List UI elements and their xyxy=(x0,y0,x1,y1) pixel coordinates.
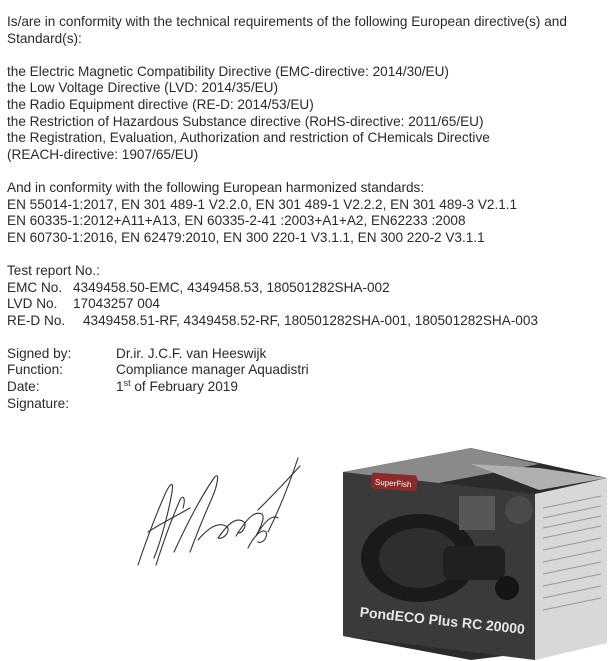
red-label: RE-D No. xyxy=(7,312,66,328)
standards-intro: And in conformity with the following European harmonized standards: xyxy=(7,179,425,195)
signature-label: Signature: xyxy=(7,395,69,411)
date-suffix: st xyxy=(123,378,131,389)
directive-line: the Low Voltage Directive (LVD: 2014/35/EU) xyxy=(7,80,279,96)
date-label: Date: xyxy=(7,379,40,395)
directive-line: the Restriction of Hazardous Substance directive (RoHS-directive: 2011/65/EU) xyxy=(7,113,484,129)
date-day: 1 xyxy=(116,379,124,395)
date-rest: of February 2019 xyxy=(130,379,238,395)
function-row xyxy=(7,362,607,379)
directive-line: (REACH-directive: 1907/65/EU) xyxy=(7,146,199,162)
product-name-eco: ECO xyxy=(393,607,426,627)
signed-by-row xyxy=(7,346,607,363)
standard-line: EN 55014-1:2017, EN 301 489-1 V2.2.0, EN 301 489-1 V2.2.2, EN 301 489-3 V2.1.1 xyxy=(7,196,518,212)
brand-label: SuperFish xyxy=(374,477,412,490)
product-name: Pond xyxy=(359,603,396,624)
function-label: Function: xyxy=(7,362,63,378)
intro-text: Is/are in conformity with the technical requirements of the following European directive(s) and Standard(s): xyxy=(7,14,567,46)
directive-line: the Electric Magnetic Compatibility Directive (EMC-directive: 2014/30/EU) xyxy=(7,63,449,79)
date-row xyxy=(7,379,607,396)
function-value: Compliance manager Aquadistri xyxy=(116,362,309,378)
emc-value: 4349458.50-EMC, 4349458.53, 180501282SHA-002 xyxy=(73,279,390,295)
standard-line: EN 60730-1:2016, EN 62479:2010, EN 300 220-1 V3.1.1, EN 300 220-2 V3.1.1 xyxy=(7,229,485,245)
product-box-image xyxy=(339,438,607,660)
red-report-row xyxy=(7,313,607,330)
declaration-document xyxy=(7,14,607,412)
standard-line: EN 60335-1:2012+A11+A13, EN 60335-2-41 :2003+A1+A2, EN62233 :2008 xyxy=(7,213,466,229)
signed-by-value: Dr.ir. J.C.F. van Heeswijk xyxy=(116,345,267,361)
signed-by-label: Signed by: xyxy=(7,345,72,361)
lvd-value: 17043257 004 xyxy=(73,296,160,312)
handwritten-signature xyxy=(128,440,303,575)
emc-report-row xyxy=(7,280,607,297)
emc-label: EMC No. xyxy=(7,279,63,295)
product-name-rest: Plus RC 20000 xyxy=(424,610,526,637)
red-value: 4349458.51-RF, 4349458.52-RF, 180501282SHA-001, 180501282SHA-003 xyxy=(83,312,538,328)
test-report-heading: Test report No.: xyxy=(7,262,100,278)
date-value xyxy=(116,379,238,396)
directive-line: the Radio Equipment directive (RE-D: 2014/53/EU) xyxy=(7,96,314,112)
lvd-report-row xyxy=(7,296,607,313)
directive-line: the Registration, Evaluation, Authorization and restriction of CHemicals Directive xyxy=(7,130,490,146)
lvd-label: LVD No. xyxy=(7,296,58,312)
